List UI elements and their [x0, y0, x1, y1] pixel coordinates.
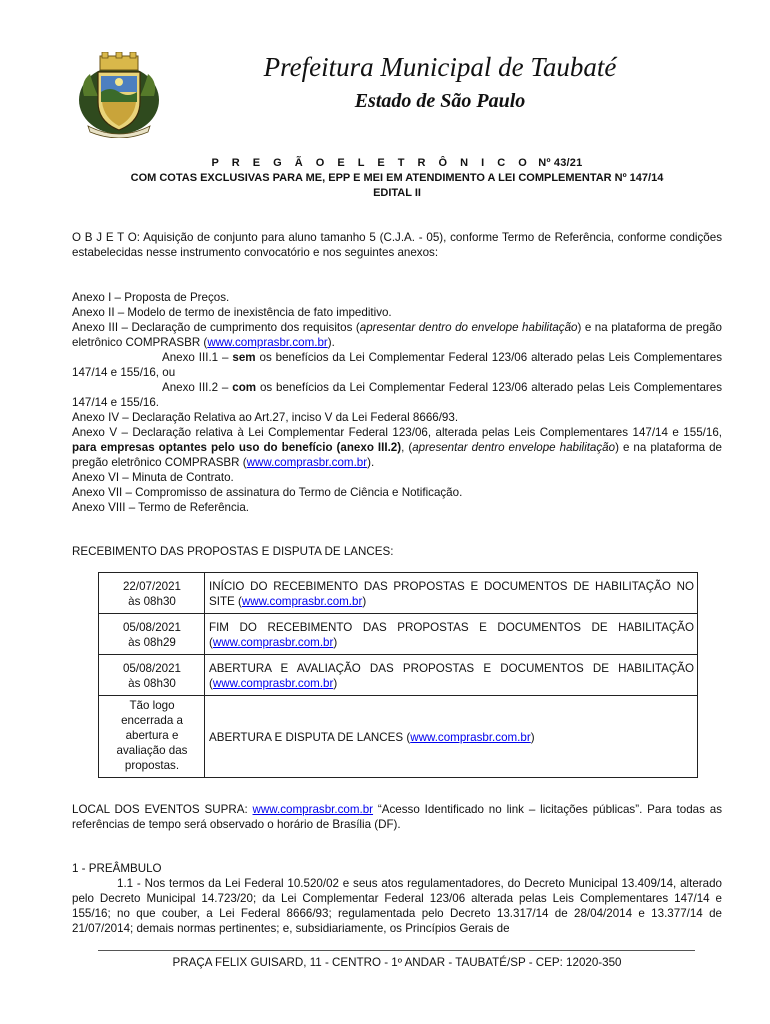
anexo-iii-2-bold: com [232, 381, 257, 394]
schedule-date: 22/07/2021 [122, 580, 182, 593]
anexo-iii-2-text: Anexo III.2 – [162, 381, 233, 394]
comprasbr-link[interactable]: www.comprasbr.com.br [246, 456, 368, 469]
anexo-iii-1-text: Anexo III.1 – [162, 351, 233, 364]
preambulo-paragraph [72, 876, 722, 936]
schedule-event-end: ) [333, 636, 338, 649]
coat-of-arms-emblem [74, 52, 164, 138]
anexo-vi: Anexo VI – Minuta de Contrato. [72, 471, 234, 484]
schedule-date: Tão logo encerrada a abertura e avaliação das propostas. [116, 699, 188, 772]
anexo-iv: Anexo IV – Declaração Relativa ao Art.27, inciso V da Lei Federal 8666/93. [72, 411, 459, 424]
table-row [99, 573, 698, 614]
anexos-list [72, 290, 722, 515]
table-row [99, 614, 698, 655]
schedule-event-cell [205, 573, 698, 614]
anexo-v-mid: , ( [401, 441, 413, 454]
schedule-event-end: ) [530, 731, 535, 744]
comprasbr-link[interactable]: www.comprasbr.com.br [212, 677, 334, 690]
anexo-iii-text: Anexo III – Declaração de cumprimento dos requisitos ( [72, 321, 360, 334]
schedule-event: ABERTURA E AVALIAÇÃO DAS PROPOSTAS E DOCUMENTOS DE HABILITAÇÃO ( [209, 662, 694, 690]
local-paragraph [72, 802, 722, 832]
schedule-table [98, 572, 698, 778]
table-row [99, 655, 698, 696]
heading-edital: EDITAL II [373, 187, 421, 199]
anexo-v-italic: apresentar dentro envelope habilitação [412, 441, 616, 454]
schedule-time: às 08h29 [128, 636, 176, 649]
anexo-iii-1 [72, 350, 722, 380]
heading-pregao-number: Nº 43/21 [538, 157, 583, 169]
schedule-heading: RECEBIMENTO DAS PROPOSTAS E DISPUTA DE LANCES: [72, 545, 394, 558]
preambulo-heading: 1 - PREÂMBULO [72, 862, 162, 875]
anexo-vii: Anexo VII – Compromisso de assinatura do Termo de Ciência e Notificação. [72, 486, 463, 499]
schedule-date: 05/08/2021 [122, 621, 182, 634]
schedule-date-cell [99, 655, 205, 696]
anexo-viii: Anexo VIII – Termo de Referência. [72, 501, 250, 514]
comprasbr-link[interactable]: www.comprasbr.com.br [410, 731, 531, 744]
anexo-iii [72, 320, 722, 350]
schedule-event-cell [205, 614, 698, 655]
header-subtitle: Estado de São Paulo [354, 90, 526, 112]
anexo-v [72, 425, 722, 470]
schedule-event: INÍCIO DO RECEBIMENTO DAS PROPOSTAS E DOCUMENTOS DE HABILITAÇÃO NO SITE ( [209, 580, 694, 608]
objeto-text: Aquisição de conjunto para aluno tamanho 5 (C.J.A. - 05), conforme Termo de Referência, conforme condições estabelecidas nesse instrumento convocatório e nos seguintes anexos: [72, 231, 722, 259]
anexo-iii-2-text-2: os benefícios da Lei Complementar Federal 123/06 alterado pelas Leis Complementares 147/14 e 155/16. [72, 381, 722, 409]
schedule-event-cell [205, 696, 698, 778]
schedule-date-cell [99, 696, 205, 778]
anexo-v-bold: para empresas optantes pelo uso do benefício (anexo III.2) [72, 441, 402, 454]
schedule-time: às 08h30 [128, 677, 176, 690]
schedule-date-cell [99, 573, 205, 614]
schedule-time: às 08h30 [128, 595, 176, 608]
preambulo-text: 1.1 - Nos termos da Lei Federal 10.520/02 e seus atos regulamentadores, do Decreto Municipal 13.409/14, alterado pelo Decreto Municipal 14.723/20; da Lei Complementar Federal 123/06 alterada pelas Leis Complementares 147/14 e 155/16; no que couber, a Lei Federal 8666/93; regulamentada pelo Decreto 13.317/14 de 28/04/2014 e 13.377/14 de 21/07/2014; demais normas pertinentes; e, subsidiariamente, os Princípios Gerais de [72, 877, 722, 935]
local-label: LOCAL DOS EVENTOS SUPRA: [72, 803, 253, 816]
schedule-event-cell [205, 655, 698, 696]
anexo-v-text: Anexo V – Declaração relativa à Lei Complementar Federal 123/06, alterada pelas Leis Complementares 147/14 e 155/16, [72, 426, 722, 439]
anexo-ii: Anexo II – Modelo de termo de inexistência de fato impeditivo. [72, 306, 392, 319]
local-text: “Acesso Identificado no link – licitações públicas”. Para todas as referências de tempo será observado o horário de Brasília (DF). [72, 803, 722, 831]
anexo-iii-1-bold: sem [232, 351, 256, 364]
schedule-date-cell [99, 614, 205, 655]
heading-pregao-label: P R E G Ã O E L E T R Ô N I C O [211, 157, 532, 169]
anexo-iii-1-text-2: os benefícios da Lei Complementar Federal 123/06 alterado pelas Leis Complementares 147/14 e 155/16, ou [72, 351, 722, 379]
footer-divider [98, 950, 695, 951]
schedule-event: FIM DO RECEBIMENTO DAS PROPOSTAS E DOCUMENTOS DE HABILITAÇÃO ( [209, 621, 694, 649]
anexo-i: Anexo I – Proposta de Preços. [72, 291, 230, 304]
schedule-event: ABERTURA E DISPUTA DE LANCES ( [209, 731, 411, 744]
objeto-label: O B J E T O: [72, 231, 140, 244]
comprasbr-link[interactable]: www.comprasbr.com.br [207, 336, 328, 349]
heading-cotas: COM COTAS EXCLUSIVAS PARA ME, EPP E MEI EM ATENDIMENTO A LEI COMPLEMENTAR Nº 147/14 [130, 172, 664, 184]
comprasbr-link[interactable]: www.comprasbr.com.br [241, 595, 363, 608]
header-title: Prefeitura Municipal de Taubaté [263, 52, 617, 82]
anexo-v-text-2: ) e na plataforma de pregão eletrônico COMPRASBR ( [72, 441, 723, 469]
anexo-v-end: ). [367, 456, 375, 469]
anexo-iii-2 [72, 380, 722, 410]
footer-address: PRAÇA FELIX GUISARD, 11 - CENTRO - 1º ANDAR - TAUBATÉ/SP - CEP: 12020-350 [172, 956, 622, 969]
anexo-iii-text-2: ) e na plataforma de pregão eletrônico COMPRASBR ( [72, 321, 722, 349]
schedule-event-end: ) [362, 595, 367, 608]
anexo-iii-end: ). [327, 336, 335, 349]
comprasbr-link[interactable]: www.comprasbr.com.br [252, 803, 374, 816]
schedule-date: 05/08/2021 [122, 662, 182, 675]
comprasbr-link[interactable]: www.comprasbr.com.br [212, 636, 334, 649]
heading-pregao [72, 157, 722, 169]
anexo-iii-italic: apresentar dentro do envelope habilitação [359, 321, 578, 334]
schedule-event-end: ) [333, 677, 338, 690]
table-row [99, 696, 698, 778]
objeto-paragraph [72, 230, 722, 260]
